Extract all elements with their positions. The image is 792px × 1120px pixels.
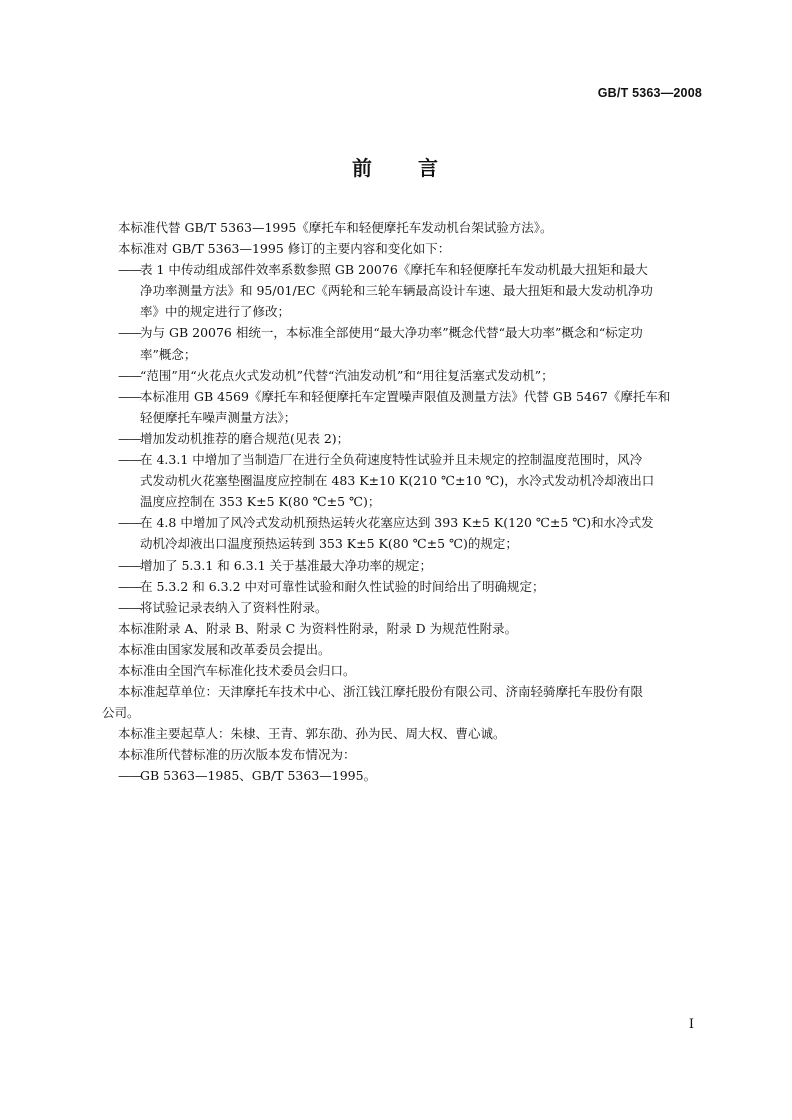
- dash-item-line: [110, 765, 704, 786]
- dash-marker: ——: [118, 367, 141, 383]
- dash-item-line: [110, 449, 704, 470]
- paragraph-line: 本标准由全国汽车标准化技术委员会归口。: [118, 662, 356, 678]
- continuation-line: 动机冷却液出口温度预热运转到 353 K±5 K(80 ℃±5 ℃)的规定；: [140, 536, 518, 552]
- item-text: 在 4.3.1 中增加了当制造厂在进行全负荷速度特性试验并且未规定的控制温度范围时，风冷: [140, 452, 643, 468]
- standard-number: GB/T 5363—2008: [597, 86, 702, 100]
- page-number: I: [688, 1017, 694, 1032]
- item-text: 增加了 5.3.1 和 6.3.1 关于基准最大净功率的规定；: [140, 557, 433, 573]
- dash-marker: ——: [118, 325, 141, 341]
- dash-item-line: [110, 259, 704, 280]
- item-text: “范围”用“火花点火式发动机”代替“汽油发动机”和“用往复活塞式发动机”；: [140, 367, 554, 383]
- dash-item-line: [110, 428, 704, 449]
- item-text: 表 1 中传动组成部件效率系数参照 GB 20076《摩托车和轻便摩托车发动机最大扭矩和最大: [140, 262, 648, 278]
- paragraph-line: 本标准附录 A、附录 B、附录 C 为资料性附录，附录 D 为规范性附录。: [118, 620, 518, 636]
- title-char-left: 前: [352, 156, 374, 180]
- item-text: 为与 GB 20076 相统一，本标准全部使用“最大净功率”概念代替“最大功率”概念和“标定功: [140, 325, 643, 341]
- title-char-right: 言: [418, 156, 440, 180]
- dash-marker: ——: [118, 599, 141, 615]
- dash-marker: ——: [118, 262, 141, 278]
- paragraph-line: 本标准代替 GB/T 5363—1995《摩托车和轻便摩托车发动机台架试验方法》。: [118, 220, 553, 235]
- dash-item-line: [110, 555, 704, 576]
- paragraph-line: 本标准所代替标准的历次版本发布情况为：: [118, 747, 356, 763]
- item-text: 本标准用 GB 4569《摩托车和轻便摩托车定置噪声限值及测量方法》代替 GB 5467《摩托车和: [140, 388, 671, 404]
- dash-marker: ——: [118, 515, 141, 531]
- dash-item-line: [110, 512, 704, 533]
- dash-marker: ——: [118, 768, 141, 784]
- continuation-line: 轻便摩托车噪声测量方法》；: [140, 409, 297, 425]
- foreword-body: [102, 217, 704, 787]
- paragraph-line: 本标准对 GB/T 5363—1995 修订的主要内容和变化如下：: [118, 241, 451, 257]
- dash-marker: ——: [118, 388, 141, 404]
- continuation-line: 率》中的规定进行了修改；: [140, 304, 291, 320]
- dash-item-line: [110, 576, 704, 597]
- paragraph-line: 本标准由国家发展和改革委员会提出。: [118, 641, 331, 657]
- page-title: [0, 152, 792, 181]
- dash-marker: ——: [118, 557, 141, 573]
- dash-item-line: [110, 322, 704, 343]
- dash-item-line: [110, 597, 704, 618]
- continuation-line: 式发动机火花塞垫圈温度应控制在 483 K±10 K(210 ℃±10 ℃)，水冷式发动机冷却液出口: [140, 473, 655, 489]
- flush-continuation-line: 公司。: [102, 705, 140, 721]
- item-text: GB 5363—1985、GB/T 5363—1995。: [140, 768, 377, 784]
- dash-marker: ——: [118, 452, 141, 468]
- dash-marker: ——: [118, 430, 141, 446]
- dash-item-line: [110, 386, 704, 407]
- paragraph-line: 本标准主要起草人：朱棣、王青、郭东劭、孙为民、周大权、曹心诚。: [118, 726, 506, 742]
- dash-item-line: [110, 365, 704, 386]
- continuation-line: 率”概念；: [140, 346, 197, 362]
- continuation-line: 净功率测量方法》和 95/01/EC《两轮和三轮车辆最高设计车速、最大扭矩和最大发动机净功: [140, 283, 653, 299]
- item-text: 将试验记录表纳入了资料性附录。: [140, 599, 328, 615]
- dash-marker: ——: [118, 578, 141, 594]
- item-text: 在 5.3.2 和 6.3.2 中对可靠性试验和耐久性试验的时间给出了明确规定；: [140, 578, 545, 594]
- item-text: 增加发动机推荐的磨合规范(见表 2)；: [140, 430, 350, 446]
- continuation-line: 温度应控制在 353 K±5 K(80 ℃±5 ℃)；: [140, 494, 381, 510]
- item-text: 在 4.8 中增加了风冷式发动机预热运转火花塞应达到 393 K±5 K(120 ℃±5 ℃)和水冷式发: [140, 515, 654, 531]
- paragraph-line: 本标准起草单位：天津摩托车技术中心、浙江钱江摩托股份有限公司、济南轻骑摩托车股份有限: [118, 684, 644, 700]
